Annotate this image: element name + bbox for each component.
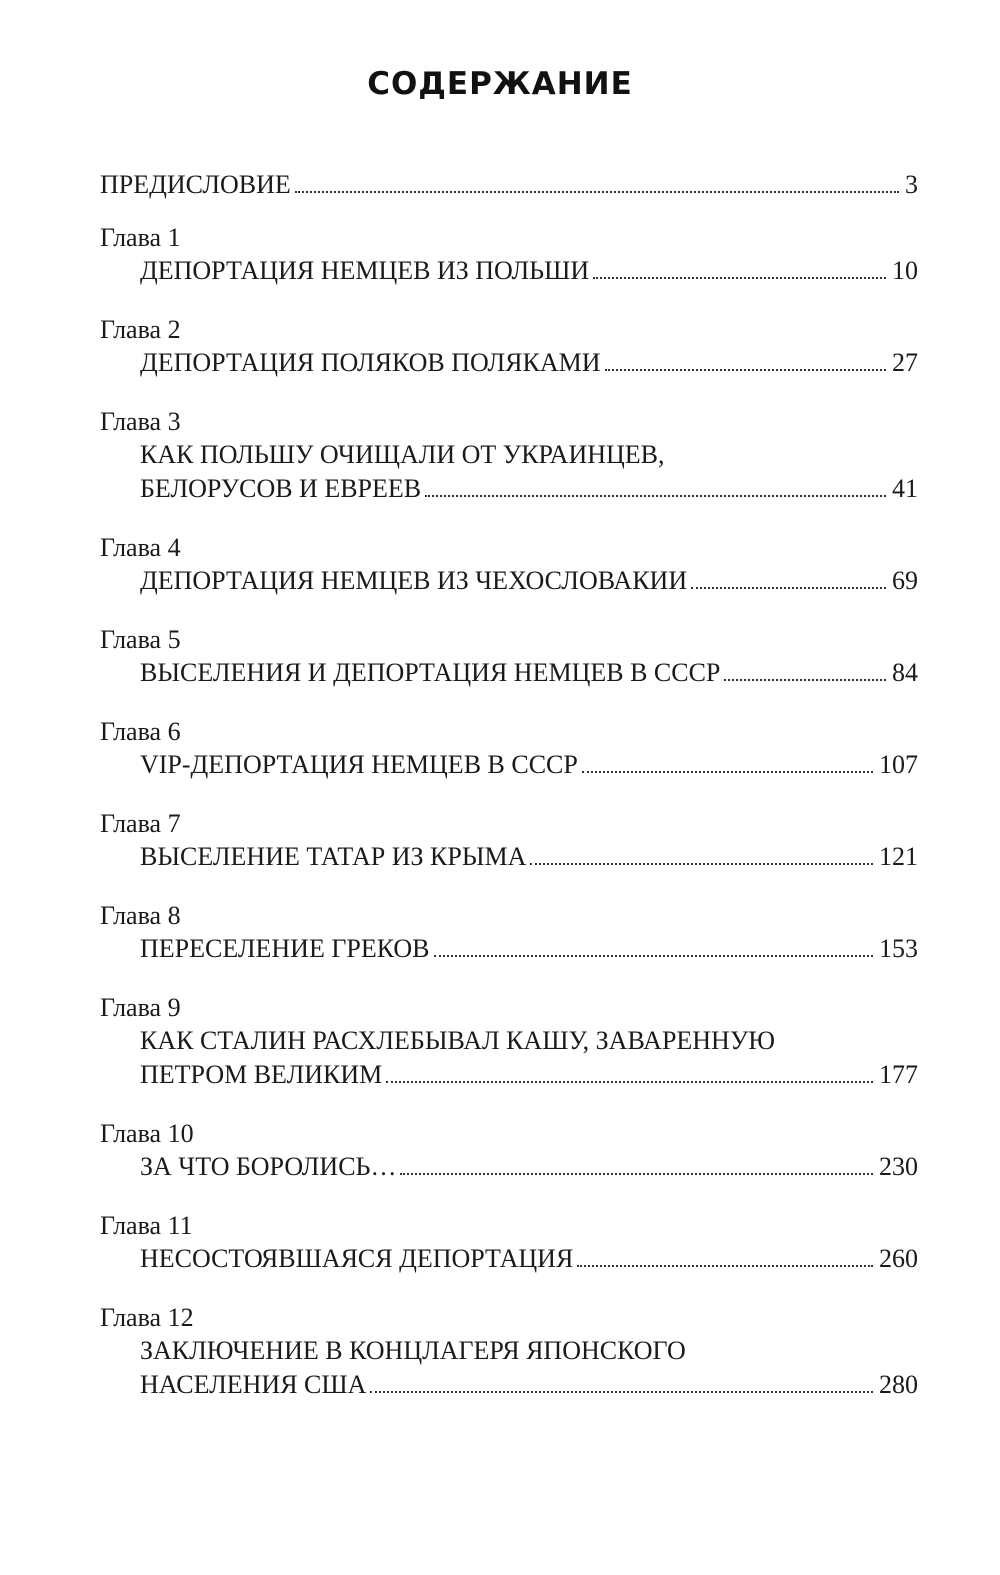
page-number: 280 — [879, 1370, 918, 1399]
page-number: 10 — [892, 256, 918, 285]
toc-entry-chapter-8[interactable] — [100, 900, 918, 966]
page-title: СОДЕРЖАНИЕ — [367, 66, 633, 102]
chapter-title-line: ВЫСЕЛЕНИЕ ТАТАР ИЗ КРЫМА — [140, 842, 527, 871]
toc-line — [140, 1150, 918, 1184]
chapter-title — [100, 748, 918, 782]
chapter-title — [100, 840, 918, 874]
toc-entry-chapter-9[interactable] — [100, 992, 918, 1092]
page-number: 107 — [879, 750, 918, 779]
toc-entry-chapter-5[interactable] — [100, 624, 918, 690]
chapter-title-line: ДЕПОРТАЦИЯ НЕМЦЕВ ИЗ ЧЕХОСЛОВАКИИ — [140, 566, 688, 595]
page-number: 121 — [879, 842, 918, 871]
toc-line — [140, 472, 918, 506]
toc-entry-chapter-12[interactable] — [100, 1302, 918, 1402]
dot-leader — [724, 679, 886, 681]
page-number: 41 — [892, 474, 918, 503]
chapter-label: Глава 12 — [100, 1303, 194, 1332]
toc-entry-chapter-3[interactable] — [100, 406, 918, 506]
chapter-title-line: VIP-ДЕПОРТАЦИЯ НЕМЦЕВ В СССР — [140, 750, 578, 779]
dot-leader — [582, 771, 873, 773]
chapter-title-line: НАСЕЛЕНИЯ США — [140, 1370, 367, 1399]
toc-entry-chapter-10[interactable] — [100, 1118, 918, 1184]
toc-line — [100, 168, 918, 202]
dot-leader — [425, 495, 886, 497]
toc-entry-preface[interactable] — [100, 168, 918, 202]
toc-line — [140, 346, 918, 380]
page-number: 230 — [879, 1152, 918, 1181]
dot-leader — [593, 277, 886, 279]
dot-leader — [530, 863, 873, 865]
toc-line — [140, 932, 918, 966]
chapter-title-line: ВЫСЕЛЕНИЯ И ДЕПОРТАЦИЯ НЕМЦЕВ В СССР — [140, 658, 721, 687]
chapter-title — [100, 1242, 918, 1276]
table-of-contents — [100, 168, 918, 1428]
chapter-title — [100, 932, 918, 966]
chapter-title — [100, 254, 918, 288]
chapter-title-line: КАК ПОЛЬШУ ОЧИЩАЛИ ОТ УКРАИНЦЕВ, — [140, 440, 665, 469]
chapter-label: Глава 7 — [100, 809, 181, 838]
chapter-label: Глава 9 — [100, 993, 181, 1022]
page-number: 27 — [892, 348, 918, 377]
chapter-title-line: БЕЛОРУСОВ И ЕВРЕЕВ — [140, 474, 422, 503]
toc-line — [140, 748, 918, 782]
toc-line — [140, 1368, 918, 1402]
dot-leader — [295, 191, 899, 193]
chapter-label: Глава 6 — [100, 717, 181, 746]
chapter-title-line: ЗАКЛЮЧЕНИЕ В КОНЦЛАГЕРЯ ЯПОНСКОГО — [140, 1336, 686, 1365]
dot-leader — [605, 369, 887, 371]
chapter-label: Глава 11 — [100, 1211, 193, 1240]
toc-entry-chapter-11[interactable] — [100, 1210, 918, 1276]
chapter-label: Глава 1 — [100, 223, 181, 252]
dot-leader — [386, 1081, 873, 1083]
toc-entry-chapter-2[interactable] — [100, 314, 918, 380]
chapter-title — [100, 564, 918, 598]
toc-entry-chapter-1[interactable] — [100, 222, 918, 288]
chapter-title-line: ПЕРЕСЕЛЕНИЕ ГРЕКОВ — [140, 934, 430, 963]
toc-line — [140, 1058, 918, 1092]
toc-line — [140, 840, 918, 874]
chapter-title-line: ПЕТРОМ ВЕЛИКИМ — [140, 1060, 383, 1089]
chapter-title — [100, 656, 918, 690]
dot-leader — [370, 1391, 873, 1393]
page-number: 177 — [879, 1060, 918, 1089]
dot-leader — [400, 1173, 873, 1175]
chapter-title-line: НЕСОСТОЯВШАЯСЯ ДЕПОРТАЦИЯ — [140, 1244, 574, 1273]
toc-entry-chapter-4[interactable] — [100, 532, 918, 598]
page-number: 153 — [879, 934, 918, 963]
chapter-title — [100, 1334, 918, 1402]
chapter-label: Глава 2 — [100, 315, 181, 344]
chapter-label: Глава 10 — [100, 1119, 194, 1148]
page-number: 3 — [905, 170, 918, 199]
toc-line — [140, 656, 918, 690]
page-number: 84 — [892, 658, 918, 687]
page-number: 69 — [892, 566, 918, 595]
toc-entry-chapter-7[interactable] — [100, 808, 918, 874]
chapter-title-line: ДЕПОРТАЦИЯ ПОЛЯКОВ ПОЛЯКАМИ — [140, 348, 601, 377]
chapter-label: Глава 8 — [100, 901, 181, 930]
page-number: 260 — [879, 1244, 918, 1273]
dot-leader — [434, 955, 873, 957]
chapter-title — [100, 1024, 918, 1092]
chapter-title-line: ДЕПОРТАЦИЯ НЕМЦЕВ ИЗ ПОЛЬШИ — [140, 256, 590, 285]
toc-line — [140, 1242, 918, 1276]
chapter-title — [100, 346, 918, 380]
toc-line — [140, 564, 918, 598]
preface-title: ПРЕДИСЛОВИЕ — [100, 170, 291, 199]
dot-leader — [577, 1265, 873, 1267]
chapter-title-line: ЗА ЧТО БОРОЛИСЬ… — [140, 1152, 397, 1181]
chapter-title — [100, 438, 918, 506]
chapter-label: Глава 3 — [100, 407, 181, 436]
toc-line — [140, 254, 918, 288]
toc-entry-chapter-6[interactable] — [100, 716, 918, 782]
chapter-title — [100, 1150, 918, 1184]
chapter-title-line: КАК СТАЛИН РАСХЛЕБЫВАЛ КАШУ, ЗАВАРЕННУЮ — [140, 1026, 775, 1055]
dot-leader — [691, 587, 886, 589]
chapter-label: Глава 5 — [100, 625, 181, 654]
chapter-label: Глава 4 — [100, 533, 181, 562]
